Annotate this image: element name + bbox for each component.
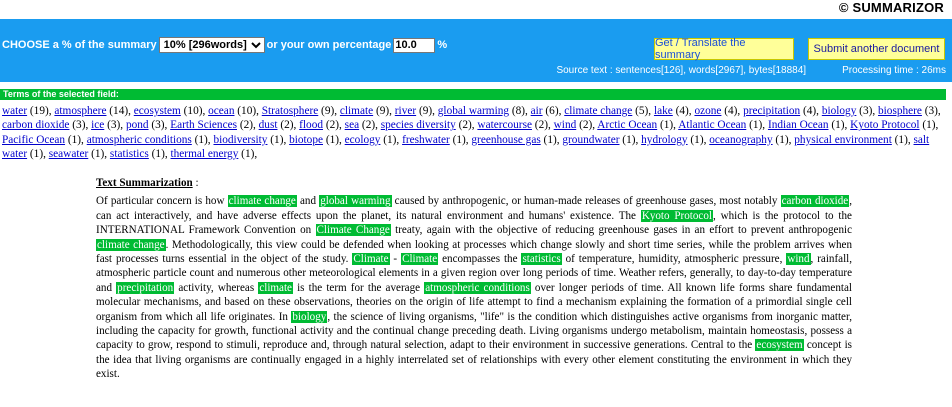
term-link[interactable]: ice — [91, 119, 105, 132]
summary-fragment: of temperature, humidity, atmospheric pressure, — [561, 253, 787, 266]
term-link[interactable]: flood — [299, 119, 324, 132]
summary-fragment: , the science of living organisms, "life" is the condition which distinguishes active organisms from inorganic matter, including the capacity for growth, functional activity and the continual change preceding death. Living organisms undergo metabolism, maintain homeostasis, possess a capacity to grow, respond to stimuli, reproduce and, through natural selection, adapt to their environment in successive generations. Central to the — [96, 310, 852, 352]
term-count: (1), — [687, 133, 710, 146]
summary-fragment: and — [296, 195, 320, 208]
summary-fragment: treaty, again with the objective of reducing greenhouse gases in an effort to prevent anthropogenic — [390, 224, 852, 237]
term-count: (9), — [416, 105, 438, 117]
summary-fragment: is the term for the average — [292, 281, 425, 294]
processing-time: Processing time : 26ms — [842, 65, 946, 76]
term-link[interactable]: biodiversity — [213, 133, 268, 146]
term-link[interactable]: watercourse — [477, 119, 532, 132]
highlighted-term: global warming — [320, 195, 391, 208]
term-count: (2), — [323, 119, 345, 132]
highlighted-term: Climate — [353, 253, 389, 266]
term-link[interactable]: Stratosphere — [261, 105, 319, 117]
term-link[interactable]: ozone — [694, 105, 722, 117]
summary-fragment: over longer periods of time. All known life forms share fundamental molecular mechanisms, and based on these observations, theories on the origin of life attempt to find a mechanism explaining the formation of a primordial single cell organism from which all life originates. In — [96, 281, 852, 323]
term-count: (8), — [509, 105, 531, 117]
highlighted-term: ecosystem — [756, 339, 803, 352]
brand-logo: © SUMMARIZOR — [838, 0, 944, 15]
term-count: (1), — [27, 147, 49, 160]
summary-fragment: Of particular concern is how — [96, 195, 228, 208]
summary-section — [96, 176, 852, 382]
term-link[interactable]: biotope — [289, 133, 323, 146]
submit-document-button[interactable]: Submit another document — [808, 38, 945, 60]
term-link[interactable]: Pacific Ocean — [2, 133, 66, 146]
term-count: (1), — [540, 133, 563, 146]
term-link[interactable]: dust — [258, 119, 278, 132]
term-link[interactable]: biosphere — [878, 105, 922, 117]
highlighted-term: atmospheric conditions — [425, 281, 530, 294]
summary-fragment: , which is the protocol to the INTERNATIONAL Framework Convention on — [96, 209, 852, 237]
term-count: (1), — [88, 147, 110, 160]
term-count: (2), — [455, 119, 478, 132]
term-count: (1), — [323, 133, 345, 146]
highlighted-term: statistics — [522, 253, 561, 266]
term-count: (2), — [237, 119, 259, 132]
term-link[interactable]: water — [2, 105, 28, 117]
summary-text — [96, 194, 852, 381]
term-link[interactable]: Indian Ocean — [767, 119, 829, 132]
summary-title: Text Summarization — [96, 177, 193, 189]
term-link[interactable]: Atlantic Ocean — [678, 119, 747, 132]
terms-header-bar: Terms of the selected field: — [0, 89, 946, 100]
highlighted-term: precipitation — [117, 281, 174, 294]
term-link[interactable]: lake — [653, 105, 673, 117]
highlighted-term: Kyoto Protocol — [641, 209, 712, 222]
highlighted-term: carbon dioxide — [781, 195, 849, 208]
term-count: (1), — [746, 119, 768, 132]
term-count: (3), — [856, 105, 879, 117]
term-link[interactable]: global warming — [437, 105, 509, 117]
term-link[interactable]: species diversity — [380, 119, 456, 132]
term-link[interactable]: atmospheric conditions — [86, 133, 192, 146]
term-link[interactable]: ecosystem — [133, 105, 181, 117]
summary-fragment: , can act interactively, and have adverse effects upon the planet, its natural environment and humans' existence. The — [96, 195, 853, 222]
term-count: (10), — [234, 105, 262, 117]
term-count: (9), — [373, 105, 395, 117]
percentage-input[interactable] — [393, 38, 435, 53]
stats-line — [0, 65, 946, 76]
highlighted-term: biology — [292, 310, 327, 323]
term-count: (1), — [891, 133, 914, 146]
highlighted-term: wind — [787, 253, 810, 266]
term-link[interactable]: Arctic Ocean — [597, 119, 658, 132]
term-link[interactable]: carbon dioxide — [2, 119, 70, 132]
summary-percentage-select[interactable] — [159, 37, 265, 53]
term-count: (2), — [359, 119, 381, 132]
term-count: (4), — [672, 105, 695, 117]
term-link[interactable]: salt water — [2, 133, 930, 160]
term-count: (2), — [576, 119, 598, 132]
term-count: (3), — [69, 119, 92, 132]
term-count: (6), — [542, 105, 565, 117]
term-link[interactable]: pond — [125, 119, 149, 132]
term-count: (1), — [449, 133, 472, 146]
term-link[interactable]: climate change — [564, 105, 633, 117]
summary-controls — [2, 37, 447, 53]
summary-fragment: concept is the idea that living organisms are continually engaged in a highly interrelated set of relationships with every other element constituting the environment in which they exist. — [96, 339, 852, 381]
term-count: (4), — [800, 105, 822, 117]
term-link[interactable]: air — [530, 105, 543, 117]
term-link[interactable]: greenhouse gas — [471, 133, 541, 146]
choose-label: CHOOSE a % of the summary — [2, 39, 157, 51]
term-link[interactable]: oceanography — [709, 133, 773, 146]
term-count: (2), — [531, 119, 554, 132]
term-link[interactable]: Earth Sciences — [170, 119, 237, 132]
term-count: (1), — [267, 133, 290, 146]
term-count: (1), — [772, 133, 795, 146]
term-link[interactable]: sea — [344, 119, 360, 132]
summary-fragment: encompasses the — [438, 253, 522, 266]
term-count: (3), — [921, 105, 941, 117]
term-link[interactable]: Kyoto Protocol — [850, 119, 920, 132]
summary-fragment: . Methodologically, this view could be defended when looking at processes which change slowly and short time series, while the problem arrives when fast processes turns essential in the object of the study. — [96, 238, 852, 266]
source-text-stats: Source text : sentences[126], words[2967], bytes[18884] — [556, 65, 807, 76]
term-count: (4), — [721, 105, 744, 117]
term-count: (1), — [380, 133, 403, 146]
term-count: (1), — [828, 119, 851, 132]
summary-fragment: , rainfall, atmospheric particle count and numerous other meteorological elements in a given region over long periods of time. Weather refers, generally, to day-to-day temperature and — [96, 253, 853, 294]
term-link[interactable]: freshwater — [402, 133, 450, 146]
term-link[interactable]: ocean — [208, 105, 235, 117]
term-link[interactable]: thermal energy — [170, 147, 239, 160]
summary-fragment: activity, whereas — [174, 281, 259, 294]
percent-sign: % — [437, 39, 448, 51]
term-link[interactable]: hydrology — [641, 133, 688, 146]
term-count: (1), — [65, 133, 87, 146]
term-link[interactable]: ecology — [344, 133, 381, 146]
highlighted-term: climate change — [228, 195, 296, 208]
term-count: (1), — [619, 133, 642, 146]
term-link[interactable]: wind — [553, 119, 577, 132]
highlighted-term: climate — [259, 281, 292, 294]
term-count: (3), — [148, 119, 171, 132]
terms-list — [2, 104, 948, 161]
term-link[interactable]: physical environment — [794, 133, 892, 146]
term-count: (1), — [148, 147, 171, 160]
highlighted-term: climate change — [97, 238, 165, 251]
term-link[interactable]: statistics — [109, 147, 149, 160]
summary-fragment: caused by anthropogenic, or human-made releases of greenhouse gases, most notably — [391, 195, 781, 208]
term-count: (1), — [191, 133, 214, 146]
term-link[interactable]: precipitation — [743, 105, 801, 117]
term-count: (1), — [919, 119, 939, 132]
translate-summary-button[interactable]: Get / Translate the summary — [654, 38, 794, 60]
highlighted-term: Climate — [402, 253, 438, 266]
term-link[interactable]: biology — [821, 105, 857, 117]
term-count: (19), — [27, 105, 55, 117]
term-count: (1), — [238, 147, 258, 160]
term-link[interactable]: seawater — [48, 147, 89, 160]
term-link[interactable]: river — [394, 105, 417, 117]
summary-title-suffix: : — [192, 177, 199, 189]
term-link[interactable]: atmosphere — [54, 105, 107, 117]
term-count: (3), — [104, 119, 126, 132]
summary-fragment: - — [389, 253, 402, 266]
term-count: (2), — [277, 119, 300, 132]
term-link[interactable]: groundwater — [562, 133, 620, 146]
term-count: (9), — [318, 105, 340, 117]
own-percentage-label: or your own percentage — [266, 39, 392, 51]
term-count: (5), — [632, 105, 654, 117]
term-link[interactable]: climate — [339, 105, 374, 117]
term-count: (14), — [106, 105, 134, 117]
term-count: (1), — [657, 119, 679, 132]
highlighted-term: Climate Change — [316, 224, 390, 237]
term-count: (10), — [180, 105, 209, 117]
